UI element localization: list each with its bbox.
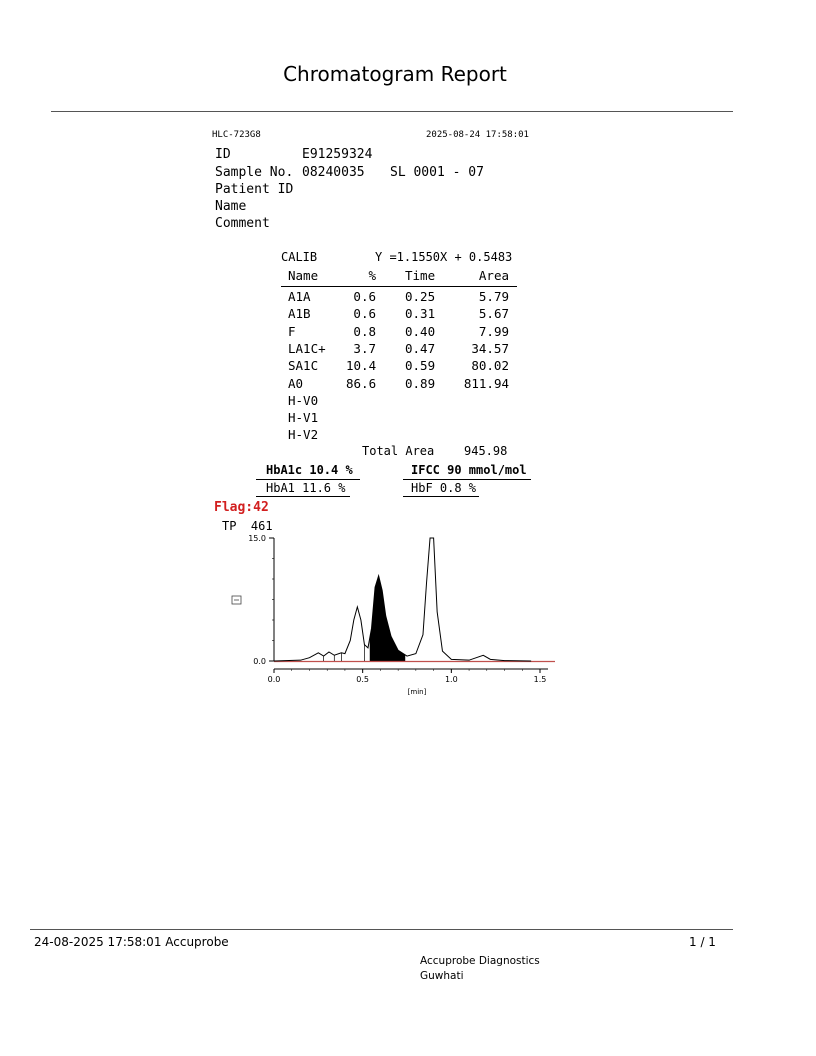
chromatogram-line [274,538,531,661]
row-name: A1B [288,306,311,322]
field-sample-value: 08240035 [302,165,365,180]
ifcc-rule [403,479,531,480]
y-tick-label: 0.0 [253,657,266,666]
table-header-rule [281,286,517,287]
report-datetime: 2025-08-24 17:58:01 [426,130,529,140]
x-tick-label: 1.5 [533,675,547,684]
row-area: 7.99 [478,323,509,339]
total-area-value: 945.98 [464,444,508,458]
tp-value: TP 461 [222,519,273,533]
total-area-label: Total Area [362,444,435,458]
hbf-rule [403,496,479,497]
footer-divider [30,929,733,930]
row-time: 0.31 [405,306,436,322]
col-area: Area [478,268,509,283]
field-sample-extra: SL 0001 - 07 [390,165,484,180]
row-area: 34.57 [471,340,509,356]
row-area: 811.94 [463,375,509,391]
row-name: H-V1 [288,410,319,426]
calib-label: CALIB [281,250,318,264]
hba1c-rule [256,479,360,480]
field-sample-label: Sample No. [215,165,294,180]
row-pct: 86.6 [346,375,377,391]
row-name: SA1C [288,358,319,374]
field-id-label: ID [215,147,231,162]
title-divider [51,111,733,112]
lab-name: Accuprobe Diagnostics [420,955,540,967]
field-name-label: Name [215,199,247,214]
row-area: 5.79 [478,289,509,304]
chromatogram-chart [222,528,567,698]
ifcc-result: IFCC 90 mmol/mol [411,463,527,477]
row-pct: 0.8 [353,323,376,339]
row-name: A1A [288,289,311,304]
row-name: LA1C+ [288,340,326,356]
row-name: H-V2 [288,427,319,443]
lab-city: Guwhati [420,970,464,982]
row-time: 0.25 [405,289,436,304]
row-name: A0 [288,375,304,391]
hba1-result: HbA1 11.6 % [266,481,346,495]
x-axis-label: [min] [407,688,427,696]
col-time: Time [405,268,436,283]
row-pct: 10.4 [346,358,377,374]
row-name: H-V0 [288,392,319,408]
row-time: 0.40 [405,323,436,339]
page-number: 1 / 1 [689,935,716,949]
instrument-label: HLC-723G8 [212,130,261,140]
calib-equation: Y =1.1550X + 0.5483 [375,250,513,264]
hbf-result: HbF 0.8 % [411,481,477,495]
field-id-value: E91259324 [302,147,373,162]
x-tick-label: 0.0 [267,675,281,684]
row-area: 80.02 [471,358,509,374]
col-name: Name [288,268,319,283]
flag-indicator: Flag:42 [214,500,269,515]
hba1c-result: HbA1c 10.4 % [266,463,353,477]
x-tick-label: 0.5 [356,675,370,684]
hba1-rule [256,496,350,497]
row-pct: 0.6 [353,289,376,304]
row-pct: 0.6 [353,306,376,322]
row-name: F [288,323,296,339]
row-time: 0.59 [405,358,436,374]
col-pct: % [368,268,376,283]
row-area: 5.67 [478,306,509,322]
page-title: Chromatogram Report [283,62,507,86]
footer-timestamp: 24-08-2025 17:58:01 Accuprobe [34,935,229,949]
y-tick-label: 15.0 [248,534,266,543]
row-pct: 3.7 [353,340,376,356]
x-tick-label: 1.0 [444,675,458,684]
row-time: 0.89 [405,375,436,391]
field-comment-label: Comment [215,216,270,231]
row-time: 0.47 [405,340,436,356]
field-patient-label: Patient ID [215,182,294,197]
